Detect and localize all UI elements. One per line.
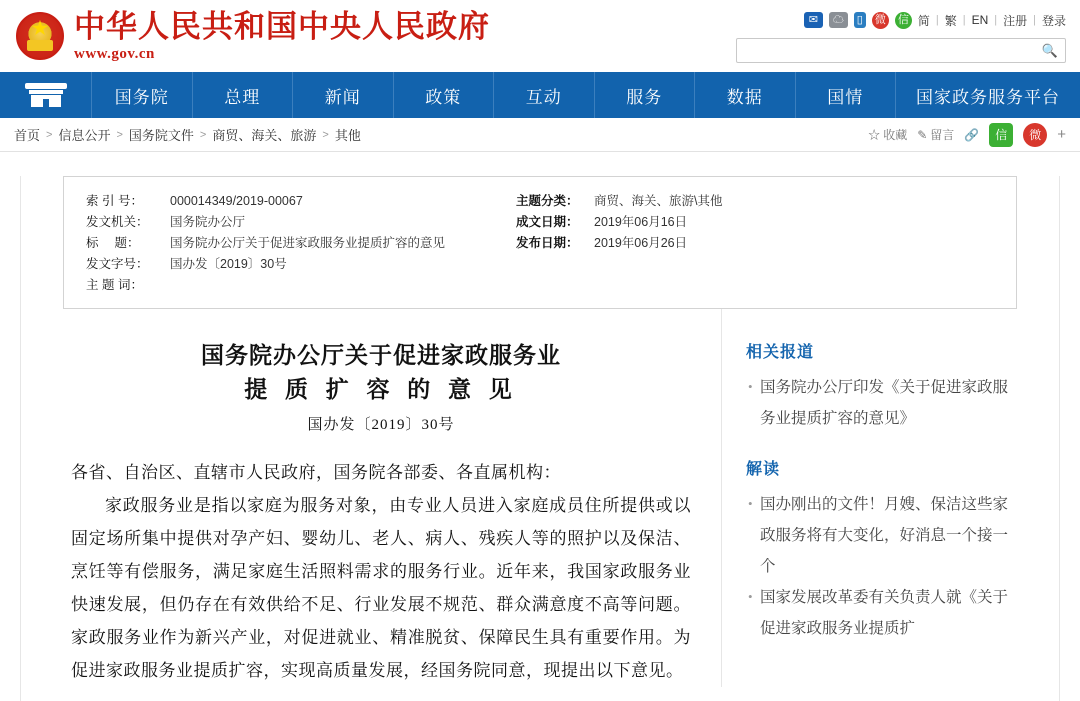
- main-nav: [0, 72, 1080, 118]
- sidebar-related-list: [746, 372, 1013, 434]
- meta-value: 国办发〔2019〕30号: [170, 257, 287, 271]
- search-box[interactable]: [736, 38, 1066, 63]
- divider: |: [1033, 14, 1036, 26]
- sidebar-interpret-link-0[interactable]: 国办刚出的文件！月嫂、保洁这些家政服务将有大变化，好消息一个接一个: [760, 496, 1009, 575]
- document-number: 国办发〔2019〕30号: [307, 417, 455, 433]
- nav-item-shuju[interactable]: 数据: [695, 72, 796, 118]
- meta-column-right: [516, 191, 722, 296]
- meta-column-left: [86, 191, 516, 296]
- list-item[interactable]: [746, 372, 1013, 434]
- wechat-icon[interactable]: 信: [989, 123, 1013, 147]
- sidebar-related-title: 相关报道: [746, 344, 815, 361]
- sidebar-interpret-title: 解读: [746, 461, 781, 478]
- meta-label: 发文机关：: [86, 215, 149, 229]
- register-link[interactable]: 注册: [1003, 13, 1028, 28]
- meta-value: 2019年06月16日: [594, 215, 688, 229]
- meta-label: 标 题：: [86, 236, 140, 250]
- meta-row-publish-date: [516, 233, 722, 254]
- mail-icon[interactable]: ✉: [804, 12, 823, 28]
- message-label: 留言: [930, 128, 955, 142]
- lang-traditional-link[interactable]: 繁: [944, 13, 957, 28]
- divider: |: [994, 14, 998, 26]
- meta-value: 2019年06月26日: [594, 236, 688, 250]
- star-icon: ☆: [868, 128, 881, 142]
- breadcrumb-item-state-council-docs[interactable]: 国务院文件: [128, 128, 194, 143]
- breadcrumb-item-info-disclosure[interactable]: 信息公开: [58, 128, 111, 143]
- header-utilities: [736, 8, 1066, 63]
- meta-row-keywords: [86, 275, 516, 296]
- meta-row-index: [86, 191, 516, 212]
- document-area: [21, 309, 1059, 687]
- content-frame: [20, 176, 1060, 701]
- meta-label: 主题分类：: [516, 194, 579, 208]
- document-title-line1: 国务院办公厅关于促进家政服务业: [201, 343, 561, 368]
- mobile-icon[interactable]: ▯: [854, 12, 866, 28]
- site-header: [0, 0, 1080, 72]
- document-title-line2: 提 质 扩 容 的 意 见: [244, 377, 518, 402]
- more-share-icon[interactable]: +: [1057, 126, 1066, 143]
- chevron-right-icon: >: [116, 128, 123, 141]
- meta-label: 主 题 词：: [86, 278, 143, 292]
- favorite-label: 收藏: [883, 128, 908, 142]
- document-meta-box: [63, 176, 1017, 309]
- nav-item-guowuyuan[interactable]: 国务院: [92, 72, 193, 118]
- nav-item-zongli[interactable]: 总理: [193, 72, 294, 118]
- document-body: [21, 309, 721, 687]
- document-paragraph-1: 家政服务业是指以家庭为服务对象，由专业人员进入家庭成员住所提供或以固定场所集中提供对孕产妇、婴幼儿、老人、病人、残疾人等的照护以及保洁、烹饪等有偿服务，满足家庭生活照料需求的服务行业。近年来，我国家政服务业快速发展，但仍存在有效供给不足、行业发展不规范、群众满意度不高等问题。家政服务业作为新兴产业，对促进就业、精准脱贫、保障民生具有重要作用。为促进家政服务业提质扩容，实现高质量发展，经国务院同意，现提出以下意见。: [71, 496, 691, 680]
- wechat-icon[interactable]: 信: [895, 12, 912, 29]
- sidebar: [721, 309, 1031, 687]
- nav-item-guoqing[interactable]: 国情: [796, 72, 897, 118]
- meta-value: 000014349/2019-00067: [170, 194, 303, 208]
- header-links: [736, 8, 1066, 32]
- favorite-button[interactable]: [868, 126, 907, 143]
- site-title: 中华人民共和国中央人民政府: [74, 9, 490, 45]
- meta-value: 国务院办公厅: [170, 215, 246, 229]
- meta-label: 发布日期：: [516, 236, 579, 250]
- breadcrumb-item-trade-customs-tourism[interactable]: 商贸、海关、旅游: [212, 128, 317, 143]
- nav-item-fuwu[interactable]: 服务: [595, 72, 696, 118]
- lang-english-link[interactable]: EN: [971, 13, 989, 27]
- breadcrumb-item-other[interactable]: 其他: [334, 128, 361, 143]
- nav-item-hudong[interactable]: 互动: [494, 72, 595, 118]
- meta-row-category: [516, 191, 722, 212]
- meta-row-title: [86, 233, 516, 254]
- sidebar-related-link-0[interactable]: 国务院办公厅印发《关于促进家政服务业提质扩容的意见》: [760, 379, 1009, 427]
- nav-item-xinwen[interactable]: 新闻: [293, 72, 394, 118]
- weibo-icon[interactable]: 微: [872, 12, 889, 29]
- divider: |: [962, 14, 966, 26]
- site-brand: [74, 9, 490, 63]
- meta-value: 国务院办公厅关于促进家政服务业提质扩容的意见: [170, 236, 446, 250]
- chevron-right-icon: >: [199, 128, 207, 141]
- breadcrumb: [0, 118, 1080, 152]
- chat-icon[interactable]: ☁: [829, 12, 848, 28]
- nav-item-zhengce[interactable]: 政策: [394, 72, 495, 118]
- meta-label: 成文日期：: [516, 215, 579, 229]
- breadcrumb-list: [14, 125, 361, 144]
- breadcrumb-item-home[interactable]: 首页: [14, 128, 41, 143]
- sidebar-interpret-link-1[interactable]: 国家发展改革委有关负责人就《关于促进家政服务业提质扩: [760, 589, 1009, 637]
- search-input[interactable]: [743, 40, 1041, 61]
- lang-simplified-link[interactable]: 简: [917, 13, 930, 28]
- chevron-right-icon: >: [322, 128, 329, 141]
- search-icon[interactable]: 🔍: [1041, 43, 1059, 58]
- breadcrumb-tools: [868, 123, 1066, 147]
- meta-value: 商贸、海关、旅游\其他: [594, 194, 723, 208]
- meta-row-doc-number: [86, 254, 516, 275]
- sidebar-interpret-list: [746, 489, 1013, 644]
- meta-label: 发文字号：: [86, 257, 149, 271]
- document-paragraph-salutation: 各省、自治区、直辖市人民政府，国务院各部委、各直属机构：: [71, 463, 561, 482]
- national-emblem-icon: [16, 12, 64, 60]
- share-icon[interactable]: 🔗: [964, 127, 980, 142]
- weibo-icon[interactable]: 微: [1023, 123, 1047, 147]
- message-button[interactable]: [917, 126, 954, 143]
- meta-row-issuing-agency: [86, 212, 516, 233]
- site-domain: www.gov.cn: [74, 46, 155, 62]
- nav-home-button[interactable]: [0, 72, 92, 118]
- nav-item-government-service-platform[interactable]: 国家政务服务平台: [916, 87, 1061, 107]
- divider: |: [935, 14, 939, 26]
- tiananmen-icon: [25, 83, 67, 107]
- chevron-right-icon: >: [46, 128, 53, 141]
- pencil-icon: ✎: [917, 127, 928, 142]
- list-item[interactable]: [746, 582, 1013, 644]
- meta-row-written-date: [516, 212, 722, 233]
- document-title: [71, 339, 691, 407]
- login-link[interactable]: 登录: [1041, 13, 1066, 28]
- list-item[interactable]: [746, 489, 1013, 582]
- meta-label: 索 引 号：: [86, 194, 143, 208]
